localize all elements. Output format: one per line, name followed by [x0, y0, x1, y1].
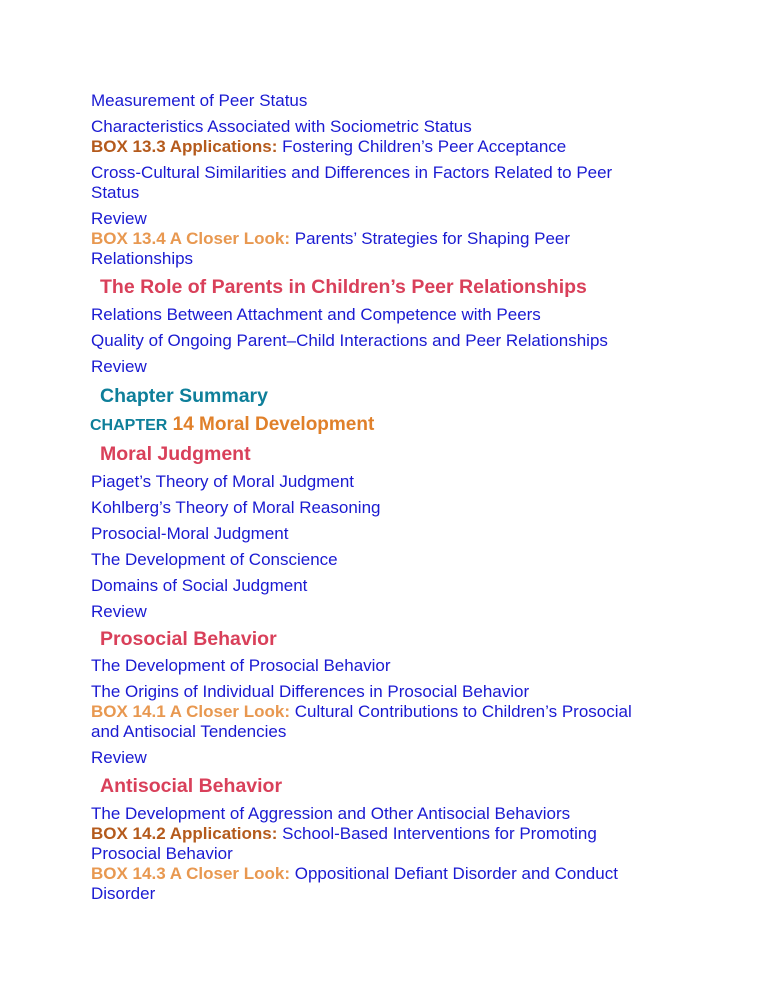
- toc-entry-review-2[interactable]: Review: [91, 357, 147, 376]
- chapter-label: CHAPTER: [90, 417, 168, 434]
- toc-box-14-3[interactable]: [91, 864, 676, 885]
- toc-entry-review-1[interactable]: Review: [91, 209, 147, 228]
- toc-box-13-3[interactable]: [91, 137, 676, 158]
- toc-entry-prosocial-moral[interactable]: Prosocial-Moral Judgment: [91, 524, 289, 543]
- toc-entry-kohlberg[interactable]: Kohlberg’s Theory of Moral Reasoning: [91, 498, 381, 517]
- box-title: School-Based Interventions for Promoting: [277, 824, 597, 843]
- toc-box-14-1-cont[interactable]: and Antisocial Tendencies: [91, 722, 287, 741]
- toc-box-14-3-cont[interactable]: Disorder: [91, 884, 156, 903]
- toc-box-14-1[interactable]: [91, 702, 676, 723]
- toc-box-13-4-cont[interactable]: Relationships: [91, 249, 194, 268]
- entry-text-line1: Cross-Cultural Similarities and Differences in Factors Related to Peer: [91, 163, 613, 182]
- box-title: Fostering Children’s Peer Acceptance: [277, 137, 567, 156]
- toc-box-13-4[interactable]: [91, 229, 676, 250]
- box-label: BOX 13.3 Applications:: [91, 137, 278, 156]
- toc-entry-cross-cultural-cont[interactable]: Status: [91, 183, 140, 202]
- toc-entry-attachment[interactable]: Relations Between Attachment and Competence with Peers: [91, 305, 541, 324]
- toc-entry-aggression[interactable]: The Development of Aggression and Other Antisocial Behaviors: [91, 804, 571, 823]
- toc-entry-parent-child[interactable]: Quality of Ongoing Parent–Child Interactions and Peer Relationships: [91, 331, 608, 350]
- toc-entry-review-3[interactable]: Review: [91, 602, 147, 621]
- box-label: BOX 13.4 A Closer Look:: [91, 229, 291, 248]
- toc-entry-prosocial-development[interactable]: The Development of Prosocial Behavior: [91, 656, 391, 675]
- section-heading-summary[interactable]: Chapter Summary: [100, 385, 268, 407]
- box-title: Parents’ Strategies for Shaping Peer: [290, 229, 571, 248]
- chapter-heading[interactable]: [90, 413, 374, 438]
- box-label: BOX 14.1 A Closer Look:: [91, 702, 291, 721]
- box-label: BOX 14.3 A Closer Look:: [91, 864, 291, 883]
- toc-entry-review-4[interactable]: Review: [91, 748, 147, 767]
- box-title: Oppositional Defiant Disorder and Conduct: [290, 864, 618, 883]
- toc-box-14-2-cont[interactable]: Prosocial Behavior: [91, 844, 233, 863]
- toc-entry-piaget[interactable]: Piaget’s Theory of Moral Judgment: [91, 472, 355, 491]
- box-label: BOX 14.2 Applications:: [91, 824, 278, 843]
- section-heading-parents[interactable]: The Role of Parents in Children’s Peer Relationships: [100, 276, 587, 298]
- toc-entry-domains[interactable]: Domains of Social Judgment: [91, 576, 308, 595]
- toc-entry-conscience[interactable]: The Development of Conscience: [91, 550, 338, 569]
- toc-box-14-2[interactable]: [91, 824, 676, 845]
- chapter-title: 14 Moral Development: [167, 414, 375, 435]
- toc-entry-characteristics[interactable]: Characteristics Associated with Sociometric Status: [91, 117, 472, 136]
- section-heading-antisocial[interactable]: Antisocial Behavior: [100, 775, 283, 797]
- toc-entry-cross-cultural[interactable]: [91, 163, 676, 184]
- toc-entry-individual-differences[interactable]: The Origins of Individual Differences in Prosocial Behavior: [91, 682, 530, 701]
- toc-entry-measurement[interactable]: Measurement of Peer Status: [91, 91, 308, 110]
- section-heading-moral-judgment[interactable]: Moral Judgment: [100, 443, 251, 465]
- section-heading-prosocial[interactable]: Prosocial Behavior: [100, 628, 277, 650]
- box-title: Cultural Contributions to Children’s Prosocial: [290, 702, 632, 721]
